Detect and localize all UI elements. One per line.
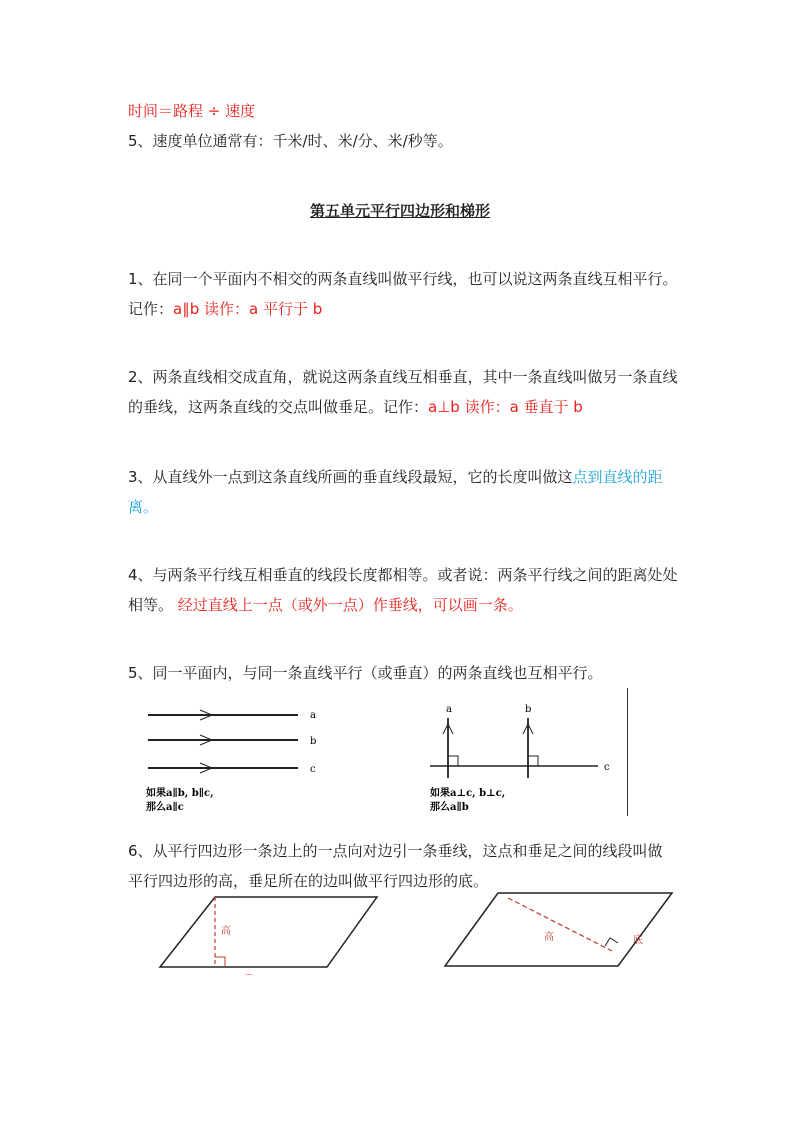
right-base-label: 底 [633, 935, 643, 946]
para2-text: 的垂线，这两条直线的交点叫做垂足。记作： [128, 398, 429, 416]
speed-units-line: 5、速度单位通常有：千米/时、米/分、米/秒等。 [128, 132, 453, 150]
perp-label-c: c [604, 762, 610, 773]
perp-label-b: b [525, 704, 532, 715]
parallel-label-b: b [310, 736, 317, 747]
parallel-caption-2: 那么a∥c [146, 802, 184, 813]
perpendicular-lines-figure [420, 700, 620, 815]
parallelogram-height-figure [155, 892, 385, 982]
para4-line1: 4、与两条平行线互相垂直的线段长度都相等。或者说：两条平行线之间的距离处处 [128, 566, 678, 584]
para2-line2 [128, 396, 583, 418]
parallel-lines-figure [140, 700, 340, 815]
para4-text: 相等。 [128, 596, 178, 614]
para1-line1: 1、在同一个平面内不相交的两条直线叫做平行线，也可以说这两条直线互相平行。 [128, 270, 678, 288]
para3-highlight: 点到直线的距 [572, 468, 663, 486]
parallel-label-c: c [310, 764, 316, 775]
para1-line2 [128, 298, 322, 320]
svg-text:⌒: ⌒ [245, 974, 253, 982]
para2-line1: 2、两条直线相交成直角，就说这两条直线互相垂直，其中一条直线叫做另一条直线 [128, 368, 678, 386]
right-height-label: 高 [544, 932, 554, 943]
para1-notation-label: 记作： [128, 300, 174, 318]
para4-highlight: 经过直线上一点（或外一点）作垂线，可以画一条。 [177, 596, 523, 614]
perp-caption-1: 如果a⊥c, b⊥c, [430, 788, 506, 799]
parallelogram-slanted-height-figure [440, 888, 680, 978]
perp-label-a: a [446, 704, 452, 715]
para1-notation: a∥b 读作：a 平行于 b [173, 300, 323, 318]
formula-line: 时间＝路程 ÷ 速度 [128, 102, 256, 120]
para4-line2 [128, 594, 523, 616]
perp-caption-2: 那么a∥b [430, 802, 469, 813]
para3-line2: 离。 [128, 498, 159, 516]
para6-line2: 平行四边形的高，垂足所在的边叫做平行四边形的底。 [128, 872, 489, 890]
para2-notation: a⊥b 读作：a 垂直于 b [428, 398, 583, 416]
para6-line1: 6、从平行四边形一条边上的一点向对边引一条垂线，这点和垂足之间的线段叫做 [128, 842, 663, 860]
para3-line1 [128, 466, 663, 488]
para3-text: 3、从直线外一点到这条直线所画的垂直线段最短，它的长度叫做这 [128, 468, 573, 486]
parallel-label-a: a [310, 710, 316, 721]
left-height-label: 高 [221, 926, 231, 937]
para5-line: 5、同一平面内，与同一条直线平行（或垂直）的两条直线也互相平行。 [128, 664, 603, 682]
figure-divider [627, 688, 628, 816]
section-title: 第五单元平行四边形和梯形 [309, 202, 490, 220]
parallel-caption-1: 如果a∥b, b∥c, [146, 788, 214, 799]
